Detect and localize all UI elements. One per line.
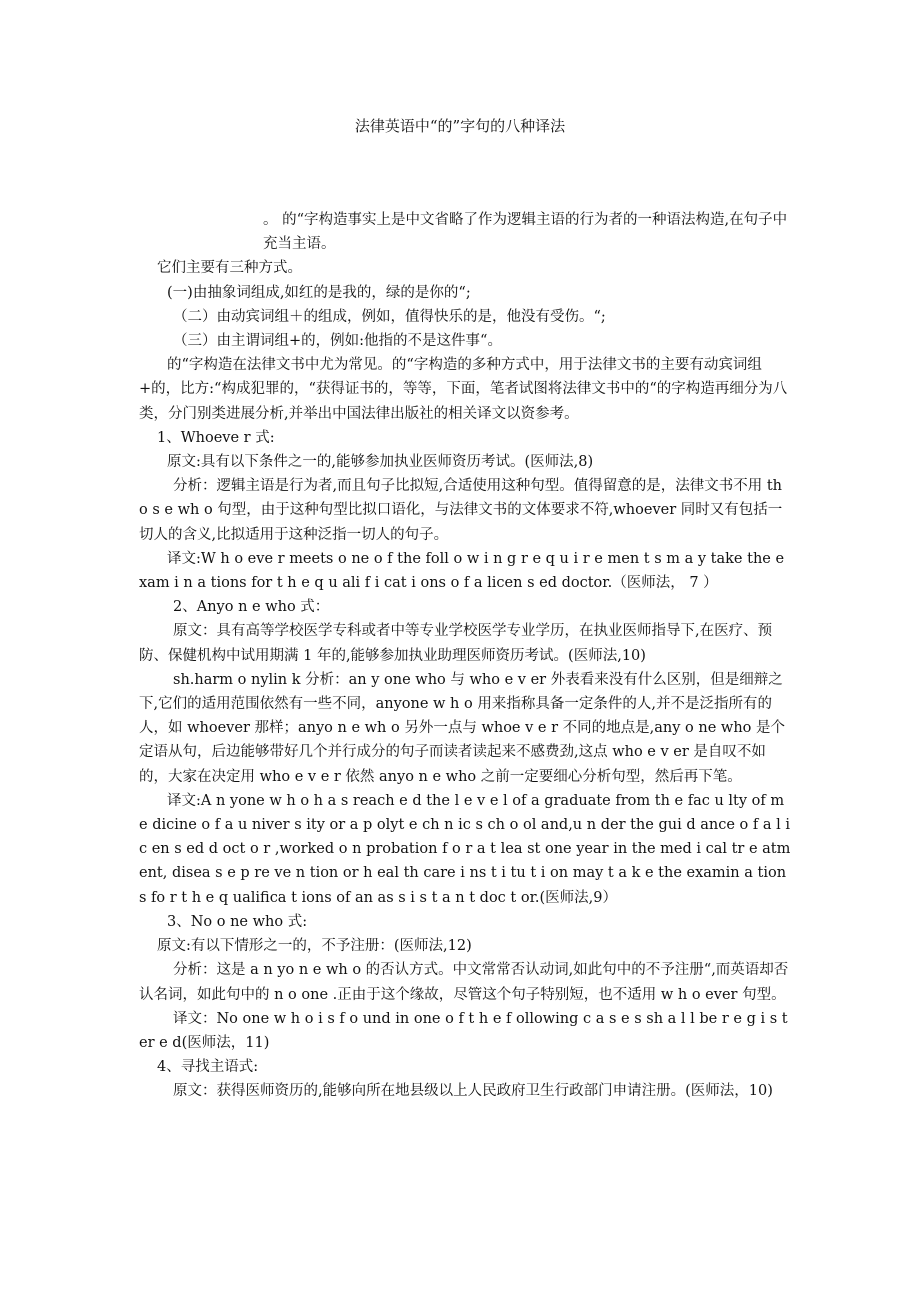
paragraph: 。 的“字构造事实上是中文省略了作为逻辑主语的行为者的一种语法构造,在句子中充当主语。 <box>263 212 788 253</box>
paragraph: 译文:W h o eve r meets o ne o f the foll o w i n g r e q u i r e men t s m a y take the e xam i n a tions for t h e q u ali f i cat i ons o f a licen s ed doctor.（医师法， 7 ） <box>139 550 785 592</box>
paragraph: 原文:具有以下条件之一的,能够参加执业医师资历考试。(医师法,8) <box>167 454 594 471</box>
paragraph: （二）由动宾词组＋的组成，例如，值得快乐的是，他没有受伤。“; <box>173 308 606 325</box>
section-heading: 4、寻找主语式: <box>157 1059 259 1076</box>
paragraph: 分析：这是 a n yo n e wh o 的否认方式。中文常常否认动词,如此句中的不予注册“,而英语却否认名词，如此句中的 n o one .正由于这个缘故，尽管这个句子特别短，也不适用 w h o ever 句型。 <box>139 962 789 1003</box>
paragraph: 原文：具有高等学校医学专科或者中等专业学校医学专业学历，在执业医师指导下,在医疗、预防、保健机构中试用期满 1 年的,能够参加执业助理医师资历考试。(医师法,10) <box>139 623 773 664</box>
paragraph: 译文：No one w h o i s f o und in one o f t h e f ollowing c a s e s sh a l l be r e g i s ter e d(医师法，11) <box>139 1010 788 1051</box>
paragraph: （三）由主谓词组+的，例如:他指的不是这件事“。 <box>173 333 502 350</box>
document-title: 法律英语中“的”字句的八种译法 <box>354 117 566 135</box>
paragraph: 分析：逻辑主语是行为者,而且句子比拟短,合适使用这种句型。值得留意的是，法律文书不用 th o s e wh o 句型，由于这种句型比拟口语化，与法律文书的文体要求不符,whoever 同时又有包括一切人的含义,比拟适用于这种泛指一切人的句子。 <box>139 478 783 543</box>
paragraph: 原文：获得医师资历的,能够向所在地县级以上人民政府卫生行政部门申请注册。(医师法，10) <box>173 1083 773 1100</box>
paragraph: (一)由抽象词组成,如红的是我的，绿的是你的“; <box>167 284 471 301</box>
paragraph: sh.harm o nylin k 分析：an y one who 与 who e v er 外表看来没有什么区别，但是细辩之下,它们的适用范围依然有一些不同，anyone w h o 用来指称具备一定条件的人,并不是泛指所有的人，如 whoever 那样；anyo n e wh o 另外一点与 whoe v e r 不同的地点是,any o ne who 是个定语从句，后边能够带好几个并行成分的句子而读者读起来不感费劲,这点 who e v er 是自叹不如的，大家在决定用 who e v e r 依然 anyo n e who 之前一定要细心分析句型，然后再下笔。 <box>139 671 785 785</box>
paragraph: 原文:有以下情形之一的，不予注册：(医师法,12) <box>157 938 472 955</box>
document-body <box>139 208 794 1104</box>
paragraph: 的“字构造在法律文书中尤为常见。的“字构造的多种方式中，用于法律文书的主要有动宾词组+的，比方:“构成犯罪的，“获得证书的，等等，下面，笔者试图将法律文书中的“的字构造再细分为八类，分门别类进展分析,并举出中国法律出版社的相关译文以资参考。 <box>139 357 788 422</box>
section-heading: 1、Whoeve r 式: <box>157 429 275 446</box>
section-heading: 3、No o ne who 式: <box>167 913 308 930</box>
section-heading: 2、Anyo n e who 式： <box>173 599 330 616</box>
paragraph: 译文:A n yone w h o h a s reach e d the l e v e l of a graduate from th e fac u lty of m e dicine o f a u niver s ity or a p olyt e ch n ic s ch o ol and,u n der the gui d ance o f a l i c en s ed d oct o r ,worked o n probation f o r a t lea st one year in the med i cal tr e atment, disea s e p re ve n tion or h eal th care i ns t i tu t i on may t a k e the examin a tion s fo r t h e q ualifica t ions of an as s i s t a n t doc t or.(医师法,9） <box>139 792 791 906</box>
paragraph: 它们主要有三种方式。 <box>157 260 302 277</box>
